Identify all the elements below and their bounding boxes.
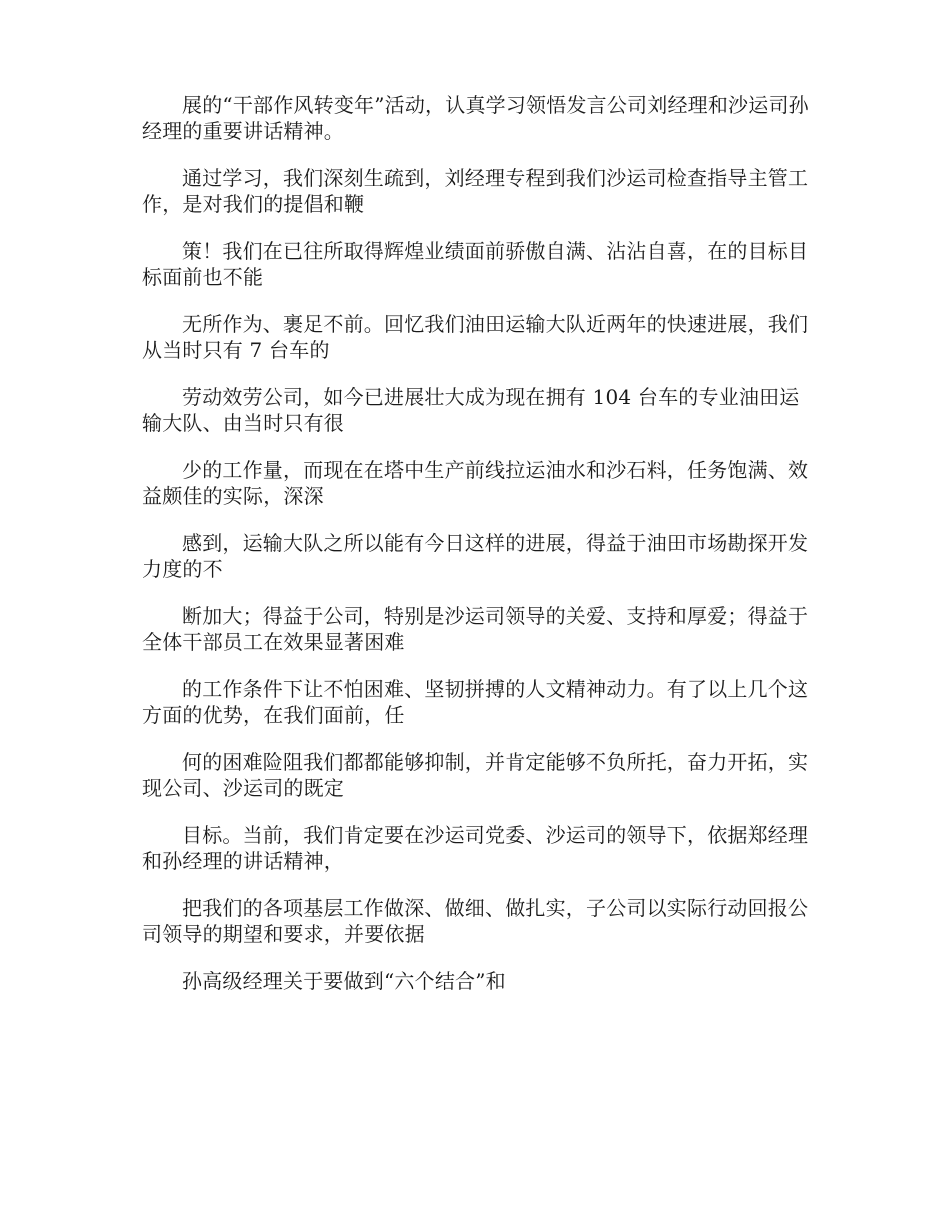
paragraph: 劳动效劳公司，如今已进展壮大成为现在拥有 104 台车的专业油田运输大队、由当时只有很 xyxy=(142,385,800,435)
paragraph: 无所作为、裹足不前。回忆我们油田运输大队近两年的快速进展，我们从当时只有 7 台车的 xyxy=(142,312,809,362)
paragraph: 断加大；得益于公司，特别是沙运司领导的关爱、支持和厚爱；得益于全体干部员工在效果显著困难 xyxy=(142,604,809,654)
paragraph: 的工作条件下让不怕困难、坚韧拼搏的人文精神动力。有了以上几个这方面的优势，在我们面前，任 xyxy=(142,677,809,727)
paragraph: 展的“干部作风转变年”活动，认真学习领悟发言公司刘经理和沙运司孙经理的重要讲话精神。 xyxy=(142,93,809,143)
paragraph: 目标。当前，我们肯定要在沙运司党委、沙运司的领导下，依据郑经理和孙经理的讲话精神， xyxy=(142,823,809,873)
paragraph: 少的工作量，而现在在塔中生产前线拉运油水和沙石料，任务饱满、效益颇佳的实际，深深 xyxy=(142,458,809,508)
paragraph: 把我们的各项基层工作做深、做细、做扎实，子公司以实际行动回报公司领导的期望和要求，并要依据 xyxy=(142,896,809,946)
paragraph: 何的困难险阻我们都都能够抑制，并肯定能够不负所托，奋力开拓，实现公司、沙运司的既定 xyxy=(142,750,809,800)
paragraph: 感到，运输大队之所以能有今日这样的进展，得益于油田市场勘探开发力度的不 xyxy=(142,531,809,581)
paragraph: 策！我们在已往所取得辉煌业绩面前骄傲自满、沾沾自喜，在的目标目标面前也不能 xyxy=(142,239,809,289)
paragraph: 通过学习，我们深刻生疏到，刘经理专程到我们沙运司检查指导主管工作，是对我们的提倡和鞭 xyxy=(142,166,809,216)
document-body xyxy=(142,92,810,1015)
paragraph: 孙高级经理关于要做到“六个结合”和 xyxy=(182,969,506,993)
